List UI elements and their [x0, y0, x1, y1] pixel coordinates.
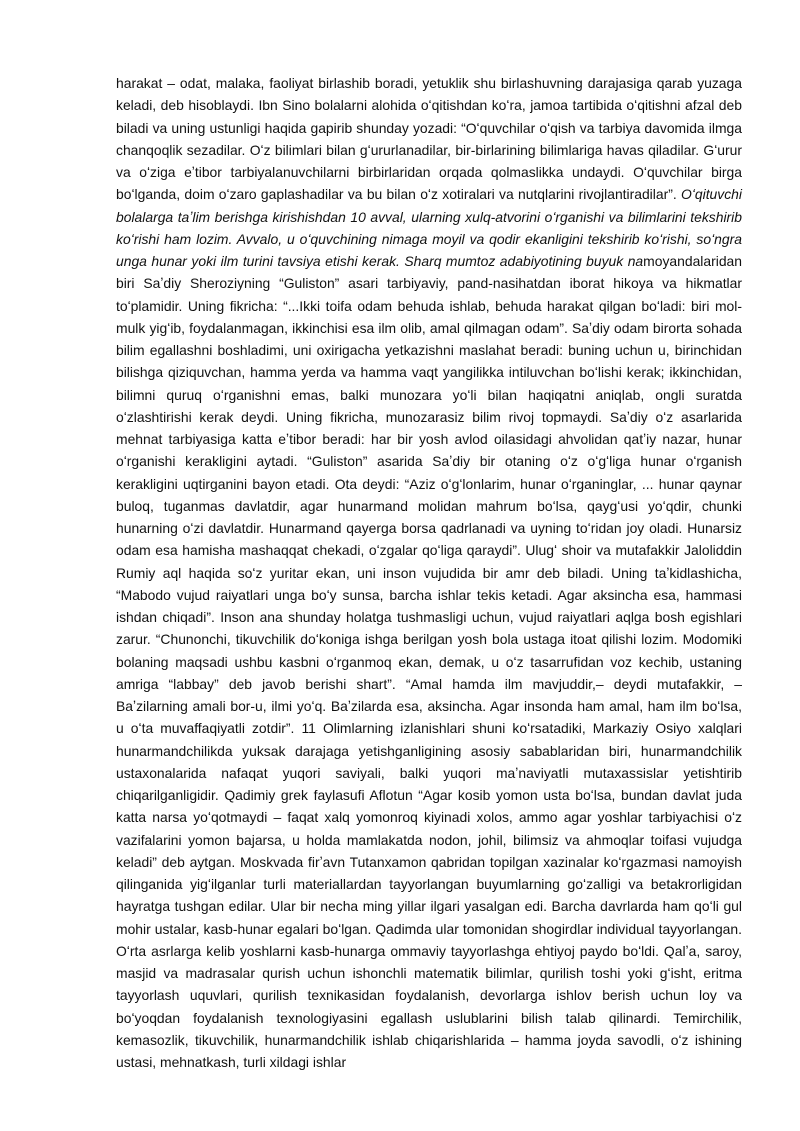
- document-page: [116, 72, 742, 1073]
- text-run-regular-continued: moyandalaridan biri Saʼdiy Sheroziyning “Guliston” asari tarbiyaviy, pand-nasihatdan iborat hikoya va hikmatlar toʻplamidir. Uning fikricha: “...Ikki toifa odam behuda ishlab, behuda harakat qilgan boʻladi: biri mol-mulk yigʻib, foydalanmagan, ikkinchisi esa ilm olib, amal qilmagan odam”. Saʼdiy odam birorta sohada bilim egallashni boshladimi, uni oxirigacha yetkazishni maslahat beradi: buning uchun u, birinchidan bilishga qiziquvchan, hamma yerda va hamma vaqt yangilikka intiluvchan boʻlishi kerak; ikkinchidan, bilimni quruq oʻrganishni emas, balki munozara yoʻli bilan haqiqatni aniqlab, ongli suratda oʻzlashtirishi kerak deydi. Uning fikricha, munozarasiz bilim rivoj topmaydi. Saʼdiy oʻz asarlarida mehnat tarbiyasiga katta eʼtibor beradi: har bir yosh avlod oilasidagi ahvolidan qatʼiy nazar, hunar oʻrganishi kerakligini aytadi. “Guliston” asarida Saʼdiy bir otaning oʻz oʻgʻliga hunar oʻrganish kerakligini uqtirganini bayon etadi. Ota deydi: “Aziz oʻgʻlonlarim, hunar oʻrganinglar, ... hunar qaynar buloq, tuganmas davlatdir, agar hunarmand molidan mahrum boʻlsa, qaygʻusi yoʻqdir, chunki hunarning oʻzi davlatdir. Hunarmand qayerga borsa qadrlanadi va uyning toʻridan joy oladi. Hunarsiz odam esa hamisha mashaqqat chekadi, oʻzgalar qoʻliga qaraydi”. Ulugʻ shoir va mutafakkir Jaloliddin Rumiy aql haqida soʻz yuritar ekan, uni inson vujudida bir amr deb biladi. Uning taʼkidlashicha, “Mabodo vujud raiyatlari unga boʻy sunsa, barcha ishlar tekis ketadi. Agar aksincha esa, hammasi ishdan chiqadi”. Inson ana shunday holatga tushmasligi uchun, vujud raiyatlari aqlga bosh egishlari zarur. “Chunonchi, tikuvchilik doʻkoniga ishga berilgan yosh bola ustaga itoat qilishi lozim. Modomiki bolaning maqsadi ushbu kasbni oʻrganmoq ekan, demak, u oʻz tasarrufidan voz kechib, ustaning amriga “labbay” deb javob berishi shart”. “Amal hamda ilm mavjuddir,– deydi mutafakkir, – Baʼzilarning amali bor-u, ilmi yoʻq. Baʼzilarda esa, aksincha. Agar insonda ham amal, ham ilm boʻlsa, u oʻta muvaffaqiyatli zotdir”. 11 Olimlarning izlanishlari shuni koʻrsatadiki, Markaziy Osiyo xalqlari hunarmandchilikda yuksak darajaga yetishganligining asosiy sabablaridan biri, hunarmandchilik ustaxonalarida nafaqat yuqori saviyali, balki yuqori maʼnaviyatli mutaxassislar yetishtirib chiqarilganligidir. Qadimiy grek faylasufi Aflotun “Agar kosib yomon usta boʻlsa, bundan davlat juda katta narsa yoʻqotmaydi – faqat xalq yomonroq kiyinadi xolos, ammo agar yoshlar tarbiyachisi oʻz vazifalarini yomon bajarsa, u holda mamlakatda nodon, johil, bilimsiz va ahmoqlar toifasi vujudga keladi” deb aytgan. Moskvada firʼavn Tutanxamon qabridan topilgan xazinalar koʻrgazmasi namoyish qilinganida yigʻilganlar turli materiallardan tayyorlangan buyumlarning goʻzalligi va betakrorligidan hayratga tushgan edilar. Ular bir necha ming yillar ilgari yasalgan edi. Barcha davrlarda ham qoʻli gul mohir ustalar, kasb-hunar egalari boʻlgan. Qadimda ular tomonidan shogirdlar individual tayyorlangan. Oʻrta asrlarga kelib yoshlarni kasb-hunarga ommaviy tayyorlashga ehtiyoj paydo boʻldi. Qalʼa, saroy, masjid va madrasalar qurish uchun ishonchli matematik bilimlar, qurilish toshi yoki gʻisht, eritma tayyorlash uquvlari, qurilish texnikasidan foydalanish, devorlarga ishlov berish uchun loy va boʻyoqdan foydalanish texnologiyasini egallash uslublarini bilish talab qilinardi. Temirchilik, kemasozlik, tikuvchilik, hunarmandchilik ishlab chiqarishlarida – hamma joyda savodli, oʻz ishining ustasi, mehnatkash, turli xildagi ishlar: [116, 253, 742, 1070]
- text-run-italic: Oʻqituvchi bolalarga taʼlim berishga kirishishdan 10 avval, ularning xulq-atvorini oʻrganishi va bilimlarini tekshirib koʻrishi ham lozim. Avvalo, u oʻquvchining nimaga moyil va qodir ekanligini tekshirib koʻrishi, soʻngra unga hunar yoki ilm turini tavsiya etishi kerak. Sharq mumtoz adabiyotining buyuk na: [116, 186, 742, 269]
- body-paragraph: [116, 72, 742, 1073]
- text-run-regular: harakat – odat, malaka, faoliyat birlashib boradi, yetuklik shu birlashuvning darajasiga qarab yuzaga keladi, deb hisoblaydi. Ibn Sino bolalarni alohida oʻqitishdan koʻra, jamoa tartibida oʻqitishni afzal deb biladi va uning ustunligi haqida gapirib shunday yozadi: “Oʻquvchilar oʻqish va tarbiya davomida ilmga chanqoqlik sezadilar. Oʻz bilimlari bilan gʻururlanadilar, bir-birlarining bilimlariga havas qiladilar. Gʻurur va oʻziga eʼtibor tarbiyalanuvchilarni birbirlaridan orqada qolmaslikka undaydi. Oʻquvchilar birga boʻlganda, doim oʻzaro gaplashadilar va bu bilan oʻz xotiralari va nutqlarini rivojlantiradilar”.: [116, 75, 742, 203]
